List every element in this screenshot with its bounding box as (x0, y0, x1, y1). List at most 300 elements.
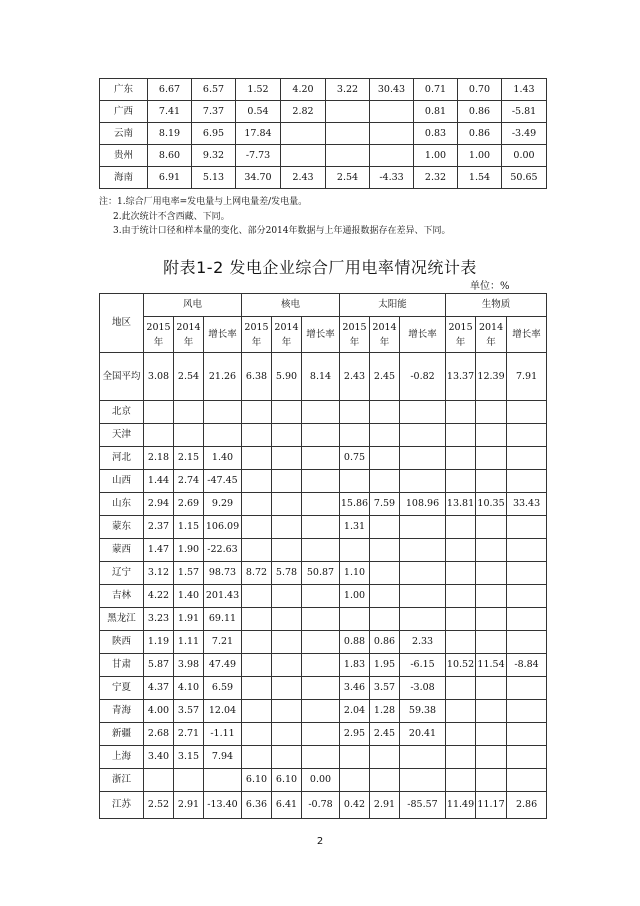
value-cell: 0.70 (458, 79, 502, 101)
region-cell: 蒙东 (100, 516, 144, 539)
table-row (100, 353, 547, 401)
region-cell: 吉林 (100, 585, 144, 608)
table-row (100, 516, 547, 539)
value-cell (400, 470, 446, 493)
unit-label: 单位：% (470, 281, 510, 292)
table-row (100, 79, 547, 101)
value-cell: 47.49 (204, 654, 242, 677)
value-cell (446, 608, 476, 631)
value-cell: 3.23 (144, 608, 174, 631)
value-cell (446, 447, 476, 470)
value-cell: 6.59 (204, 677, 242, 700)
value-cell (204, 769, 242, 792)
value-cell (302, 585, 340, 608)
value-cell: 2.86 (507, 792, 547, 819)
value-cell: 6.57 (192, 79, 236, 101)
group-wind: 风电 (144, 294, 242, 317)
value-cell (446, 723, 476, 746)
group-nuclear: 核电 (242, 294, 340, 317)
value-cell (272, 585, 302, 608)
value-cell (302, 401, 340, 424)
value-cell: 2.68 (144, 723, 174, 746)
value-cell (370, 562, 400, 585)
group-biomass: 生物质 (446, 294, 547, 317)
value-cell: 0.86 (458, 101, 502, 123)
value-cell: 3.12 (144, 562, 174, 585)
value-cell: 0.00 (302, 769, 340, 792)
value-cell (370, 424, 400, 447)
value-cell (302, 700, 340, 723)
value-cell: 2.91 (370, 792, 400, 819)
region-cell: 广西 (100, 101, 148, 123)
value-cell (507, 700, 547, 723)
value-cell (326, 145, 370, 167)
value-cell: 0.75 (340, 447, 370, 470)
value-cell (446, 585, 476, 608)
year-header: 2015年 (242, 317, 272, 353)
value-cell: 2.82 (281, 101, 326, 123)
value-cell (272, 470, 302, 493)
table-row (100, 585, 547, 608)
value-cell (144, 424, 174, 447)
value-cell (340, 470, 370, 493)
value-cell (446, 424, 476, 447)
region-cell: 宁夏 (100, 677, 144, 700)
region-cell: 贵州 (100, 145, 148, 167)
value-cell (242, 746, 272, 769)
value-cell: 2.32 (414, 167, 458, 189)
year-header: 2014年 (272, 317, 302, 353)
value-cell: 33.43 (507, 493, 547, 516)
value-cell: 7.94 (204, 746, 242, 769)
value-cell (326, 123, 370, 145)
table-row (100, 447, 547, 470)
value-cell: 6.67 (148, 79, 192, 101)
value-cell: -1.11 (204, 723, 242, 746)
value-cell (370, 746, 400, 769)
value-cell (242, 539, 272, 562)
value-cell (476, 539, 507, 562)
value-cell (507, 516, 547, 539)
value-cell (272, 401, 302, 424)
table-row (100, 631, 547, 654)
value-cell: 21.26 (204, 353, 242, 401)
note-1: 注：1.综合厂用电率=发电量与上网电量差/发电量。 (99, 197, 308, 207)
value-cell: 2.43 (281, 167, 326, 189)
value-cell: 1.52 (236, 79, 281, 101)
region-cell: 山西 (100, 470, 144, 493)
value-cell (272, 700, 302, 723)
value-cell (507, 401, 547, 424)
value-cell (272, 654, 302, 677)
value-cell: 2.37 (144, 516, 174, 539)
value-cell (326, 101, 370, 123)
value-cell: 0.71 (414, 79, 458, 101)
value-cell: 8.72 (242, 562, 272, 585)
table-row (100, 167, 547, 189)
value-cell (370, 539, 400, 562)
note-3: 3.由于统计口径和样本量的变化、部分2014年数据与上年通报数据存在差异、下同。 (113, 226, 451, 236)
value-cell: 1.19 (144, 631, 174, 654)
value-cell (370, 447, 400, 470)
table-row (100, 792, 547, 819)
value-cell (340, 424, 370, 447)
value-cell: 6.95 (192, 123, 236, 145)
header-row-years (100, 317, 547, 353)
growth-header: 增长率 (204, 317, 242, 353)
value-cell (446, 769, 476, 792)
value-cell (272, 723, 302, 746)
value-cell: -7.73 (236, 145, 281, 167)
value-cell (446, 677, 476, 700)
value-cell: 8.60 (148, 145, 192, 167)
value-cell: 4.37 (144, 677, 174, 700)
value-cell: 2.94 (144, 493, 174, 516)
region-cell: 上海 (100, 746, 144, 769)
value-cell (507, 769, 547, 792)
value-cell (476, 424, 507, 447)
value-cell (476, 723, 507, 746)
value-cell (476, 562, 507, 585)
value-cell (507, 585, 547, 608)
value-cell (446, 470, 476, 493)
region-cell: 云南 (100, 123, 148, 145)
note-2: 2.此次统计不含西藏、下同。 (113, 211, 230, 222)
value-cell: 0.83 (414, 123, 458, 145)
value-cell (340, 769, 370, 792)
value-cell: 1.31 (340, 516, 370, 539)
value-cell: 3.40 (144, 746, 174, 769)
value-cell: 6.10 (272, 769, 302, 792)
value-cell (242, 700, 272, 723)
station-usage-table (99, 293, 547, 819)
value-cell (446, 516, 476, 539)
value-cell (400, 608, 446, 631)
region-cell: 浙江 (100, 769, 144, 792)
value-cell (302, 516, 340, 539)
value-cell: 0.86 (370, 631, 400, 654)
value-cell: 6.41 (272, 792, 302, 819)
value-cell (272, 677, 302, 700)
table-row (100, 700, 547, 723)
table-row (100, 493, 547, 516)
value-cell (302, 677, 340, 700)
value-cell: 4.20 (281, 79, 326, 101)
value-cell (272, 631, 302, 654)
value-cell: 7.37 (192, 101, 236, 123)
region-cell: 黑龙江 (100, 608, 144, 631)
value-cell (204, 424, 242, 447)
value-cell: 3.22 (326, 79, 370, 101)
value-cell (476, 516, 507, 539)
value-cell: 50.65 (502, 167, 547, 189)
value-cell: 9.29 (204, 493, 242, 516)
header-row-groups (100, 294, 547, 317)
value-cell: 1.91 (174, 608, 204, 631)
year-header: 2014年 (476, 317, 507, 353)
value-cell (242, 608, 272, 631)
value-cell: 1.00 (414, 145, 458, 167)
value-cell: 30.43 (370, 79, 414, 101)
region-cell: 青海 (100, 700, 144, 723)
value-cell (370, 516, 400, 539)
value-cell (272, 424, 302, 447)
value-cell (302, 493, 340, 516)
table-row (100, 746, 547, 769)
value-cell: 5.13 (192, 167, 236, 189)
value-cell (204, 401, 242, 424)
value-cell: -85.57 (400, 792, 446, 819)
value-cell: 12.04 (204, 700, 242, 723)
value-cell (476, 677, 507, 700)
growth-header: 增长率 (507, 317, 547, 353)
value-cell (302, 447, 340, 470)
table-title: 附表1-2 发电企业综合厂用电率情况统计表 (163, 258, 477, 277)
value-cell: 1.40 (204, 447, 242, 470)
value-cell (242, 585, 272, 608)
value-cell: 4.22 (144, 585, 174, 608)
value-cell (272, 516, 302, 539)
value-cell: 3.57 (370, 677, 400, 700)
value-cell: 59.38 (400, 700, 446, 723)
value-cell: 5.87 (144, 654, 174, 677)
region-cell: 天津 (100, 424, 144, 447)
value-cell: 0.86 (458, 123, 502, 145)
value-cell (507, 539, 547, 562)
region-cell: 北京 (100, 401, 144, 424)
value-cell: 1.44 (144, 470, 174, 493)
value-cell (302, 654, 340, 677)
value-cell (340, 608, 370, 631)
table-notes (99, 195, 451, 239)
value-cell (446, 700, 476, 723)
value-cell (370, 123, 414, 145)
value-cell (242, 677, 272, 700)
value-cell: 2.04 (340, 700, 370, 723)
value-cell (476, 769, 507, 792)
value-cell: 6.91 (148, 167, 192, 189)
value-cell (400, 424, 446, 447)
value-cell (242, 470, 272, 493)
value-cell: 11.54 (476, 654, 507, 677)
value-cell: 1.47 (144, 539, 174, 562)
value-cell: -22.63 (204, 539, 242, 562)
value-cell: 1.11 (174, 631, 204, 654)
growth-header: 增长率 (400, 317, 446, 353)
value-cell: 2.71 (174, 723, 204, 746)
growth-header: 增长率 (302, 317, 340, 353)
value-cell (446, 746, 476, 769)
value-cell: 1.83 (340, 654, 370, 677)
value-cell (507, 424, 547, 447)
value-cell: 106.09 (204, 516, 242, 539)
region-cell: 海南 (100, 167, 148, 189)
table-row (100, 539, 547, 562)
value-cell: -0.78 (302, 792, 340, 819)
group-solar: 太阳能 (340, 294, 446, 317)
value-cell: 2.15 (174, 447, 204, 470)
page-number: 2 (316, 836, 324, 847)
value-cell: 10.52 (446, 654, 476, 677)
value-cell (242, 401, 272, 424)
value-cell (476, 746, 507, 769)
year-header: 2015年 (144, 317, 174, 353)
table-row (100, 608, 547, 631)
value-cell: -5.81 (502, 101, 547, 123)
value-cell: 1.00 (458, 145, 502, 167)
value-cell: 6.10 (242, 769, 272, 792)
value-cell: 1.57 (174, 562, 204, 585)
year-header: 2015年 (340, 317, 370, 353)
value-cell: 2.18 (144, 447, 174, 470)
value-cell: 201.43 (204, 585, 242, 608)
value-cell: -3.49 (502, 123, 547, 145)
region-cell: 甘肃 (100, 654, 144, 677)
value-cell: 2.45 (370, 723, 400, 746)
value-cell (476, 447, 507, 470)
value-cell (507, 631, 547, 654)
value-cell: 15.86 (340, 493, 370, 516)
value-cell: 4.10 (174, 677, 204, 700)
value-cell (242, 447, 272, 470)
value-cell: 1.00 (340, 585, 370, 608)
value-cell: 1.90 (174, 539, 204, 562)
value-cell: 34.70 (236, 167, 281, 189)
table-row (100, 424, 547, 447)
value-cell (281, 123, 326, 145)
value-cell: 10.35 (476, 493, 507, 516)
value-cell: 2.54 (174, 353, 204, 401)
value-cell (281, 145, 326, 167)
value-cell (507, 723, 547, 746)
value-cell: 0.42 (340, 792, 370, 819)
region-cell: 全国平均 (100, 353, 144, 401)
value-cell: 7.91 (507, 353, 547, 401)
value-cell: 5.78 (272, 562, 302, 585)
value-cell (302, 723, 340, 746)
value-cell: 0.81 (414, 101, 458, 123)
region-cell: 江苏 (100, 792, 144, 819)
table-row (100, 677, 547, 700)
value-cell (144, 769, 174, 792)
table-row (100, 769, 547, 792)
value-cell (507, 746, 547, 769)
value-cell: 8.14 (302, 353, 340, 401)
value-cell (272, 447, 302, 470)
value-cell (144, 401, 174, 424)
value-cell (400, 746, 446, 769)
value-cell: 98.73 (204, 562, 242, 585)
table-row (100, 101, 547, 123)
value-cell (370, 769, 400, 792)
value-cell: 7.41 (148, 101, 192, 123)
value-cell: 1.40 (174, 585, 204, 608)
value-cell (370, 401, 400, 424)
value-cell (476, 631, 507, 654)
value-cell: 2.45 (370, 353, 400, 401)
value-cell: 0.54 (236, 101, 281, 123)
value-cell: 12.39 (476, 353, 507, 401)
value-cell: 17.84 (236, 123, 281, 145)
value-cell: 3.98 (174, 654, 204, 677)
value-cell (340, 539, 370, 562)
value-cell: 2.95 (340, 723, 370, 746)
value-cell (242, 493, 272, 516)
value-cell: 20.41 (400, 723, 446, 746)
value-cell: 2.74 (174, 470, 204, 493)
value-cell: -13.40 (204, 792, 242, 819)
year-header: 2015年 (446, 317, 476, 353)
value-cell (446, 631, 476, 654)
value-cell (174, 769, 204, 792)
value-cell (400, 401, 446, 424)
value-cell (400, 769, 446, 792)
value-cell (302, 746, 340, 769)
table-row (100, 723, 547, 746)
value-cell: 13.81 (446, 493, 476, 516)
value-cell (272, 608, 302, 631)
region-cell: 蒙西 (100, 539, 144, 562)
value-cell: 4.00 (144, 700, 174, 723)
value-cell: 11.49 (446, 792, 476, 819)
value-cell (272, 746, 302, 769)
value-cell: -8.84 (507, 654, 547, 677)
value-cell (302, 424, 340, 447)
value-cell (272, 493, 302, 516)
value-cell (302, 631, 340, 654)
value-cell (340, 401, 370, 424)
value-cell (302, 539, 340, 562)
value-cell (340, 746, 370, 769)
value-cell (242, 654, 272, 677)
value-cell: 3.15 (174, 746, 204, 769)
table-row (100, 401, 547, 424)
value-cell: 7.59 (370, 493, 400, 516)
value-cell: 2.69 (174, 493, 204, 516)
year-header: 2014年 (370, 317, 400, 353)
value-cell: -3.08 (400, 677, 446, 700)
value-cell (370, 470, 400, 493)
value-cell (400, 562, 446, 585)
value-cell: 2.52 (144, 792, 174, 819)
value-cell: 1.15 (174, 516, 204, 539)
value-cell (242, 631, 272, 654)
table-row (100, 654, 547, 677)
value-cell (507, 608, 547, 631)
value-cell: 1.28 (370, 700, 400, 723)
table-row (100, 470, 547, 493)
value-cell: -6.15 (400, 654, 446, 677)
value-cell: 6.38 (242, 353, 272, 401)
value-cell: 50.87 (302, 562, 340, 585)
table-continued (99, 78, 547, 189)
value-cell: 0.00 (502, 145, 547, 167)
value-cell (476, 700, 507, 723)
value-cell (507, 447, 547, 470)
value-cell: 3.08 (144, 353, 174, 401)
value-cell: 108.96 (400, 493, 446, 516)
value-cell: -4.33 (370, 167, 414, 189)
value-cell (400, 516, 446, 539)
value-cell (476, 585, 507, 608)
value-cell (242, 516, 272, 539)
value-cell (242, 723, 272, 746)
table-row (100, 123, 547, 145)
value-cell: 5.90 (272, 353, 302, 401)
region-header: 地区 (100, 294, 144, 353)
region-cell: 陕西 (100, 631, 144, 654)
value-cell (370, 585, 400, 608)
